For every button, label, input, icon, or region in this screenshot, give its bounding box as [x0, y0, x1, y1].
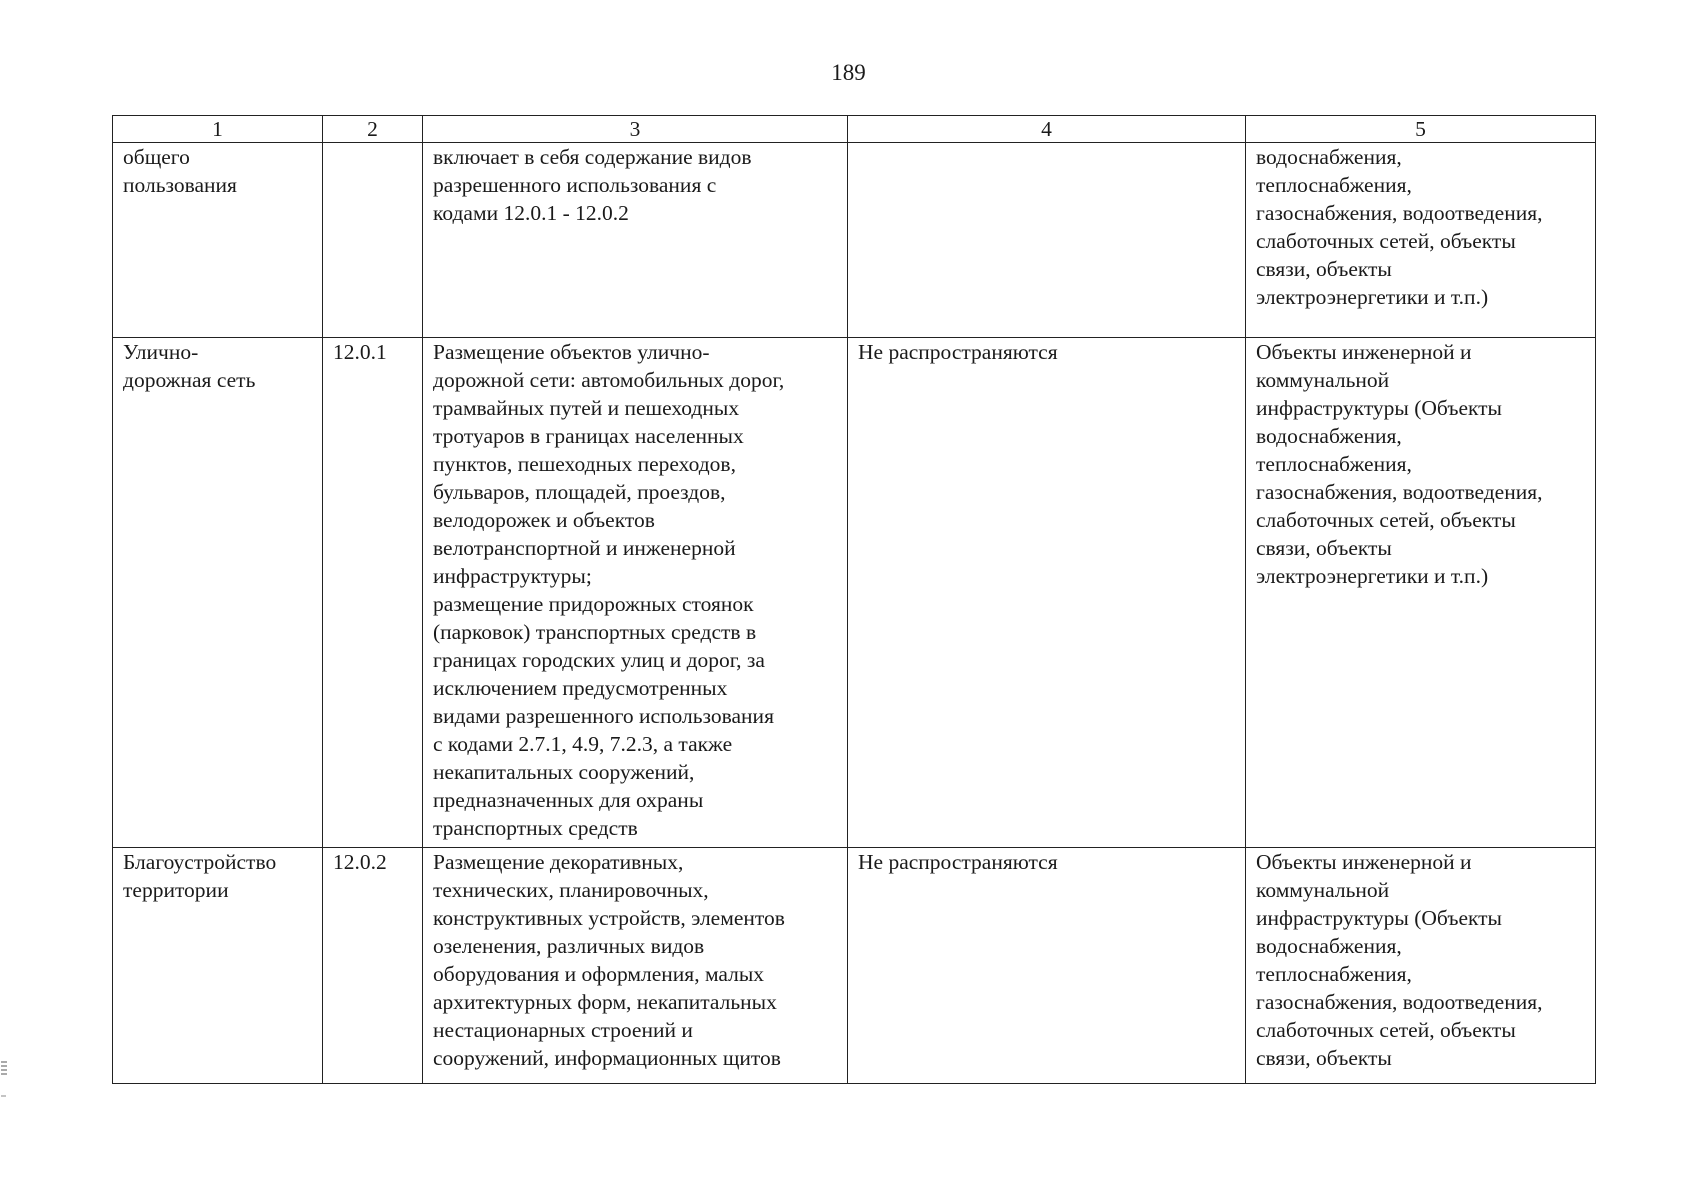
land-use-table: [112, 115, 1596, 1084]
column-header-2: 2: [323, 116, 423, 143]
use-description-cell: [423, 338, 848, 848]
table-row: [113, 143, 1596, 338]
use-description-cell: [423, 848, 848, 1084]
use-name-text: Благоустройство территории: [123, 850, 277, 902]
use-code-cell: [323, 143, 423, 338]
page-number: 189: [831, 60, 866, 85]
column-header-3: 3: [423, 116, 848, 143]
use-code-cell: [323, 338, 423, 848]
use-name-cell: [113, 848, 323, 1084]
column-header-5: 5: [1246, 116, 1596, 143]
scan-edge-marks: [0, 1060, 10, 1100]
use-name-text: общего пользования: [123, 145, 237, 197]
use-params-text: Не распространяются: [858, 850, 1058, 874]
column-header-4: 4: [848, 116, 1246, 143]
use-params-text: Не распространяются: [858, 340, 1058, 364]
use-name-cell: [113, 338, 323, 848]
use-params-cell: [848, 338, 1246, 848]
use-auxiliary-text: Объекты инженерной и коммунальной инфраструктуры (Объекты водоснабжения, теплоснабжения, газоснабжения, водоотведения, слаботочных сетей, объекты связи, объекты электроэнергетики и т.п.): [1256, 340, 1543, 588]
use-code-text: 12.0.1: [333, 340, 387, 364]
table-row: [113, 848, 1596, 1084]
use-auxiliary-text: Объекты инженерной и коммунальной инфраструктуры (Объекты водоснабжения, теплоснабжения, газоснабжения, водоотведения, слаботочных сетей, объекты связи, объекты: [1256, 850, 1543, 1070]
use-description-cell: [423, 143, 848, 338]
table-row: [113, 338, 1596, 848]
use-code-text: 12.0.2: [333, 850, 387, 874]
use-name-cell: [113, 143, 323, 338]
use-name-text: Улично- дорожная сеть: [123, 340, 256, 392]
use-code-cell: [323, 848, 423, 1084]
column-header-1: 1: [113, 116, 323, 143]
table-header-row: [113, 116, 1596, 143]
use-description-text: Размещение объектов улично- дорожной сети: автомобильных дорог, трамвайных путей и пешеходных тротуаров в границах населенных пунктов, пешеходных переходов, бульваров, площадей, проездов, велодорожек и объектов велотранспортной и инженерной инфраструктуры; размещение придорожных стоянок (парковок) транспортных средств в границах городских улиц и дорог, за исключением предусмотренных видами разрешенного использования с кодами 2.7.1, 4.9, 7.2.3, а также некапитальных сооружений, предназначенных для охраны транспортных средств: [433, 340, 785, 840]
use-auxiliary-cell: [1246, 338, 1596, 848]
use-description-text: Размещение декоративных, технических, планировочных, конструктивных устройств, элементов озеленения, различных видов оборудования и оформления, малых архитектурных форм, некапитальных нестационарных строений и сооружений, информационных щитов: [433, 850, 785, 1070]
use-description-text: включает в себя содержание видов разрешенного использования с кодами 12.0.1 - 12.0.2: [433, 145, 752, 225]
use-auxiliary-text: водоснабжения, теплоснабжения, газоснабжения, водоотведения, слаботочных сетей, объекты связи, объекты электроэнергетики и т.п.): [1256, 145, 1543, 309]
use-auxiliary-cell: [1246, 143, 1596, 338]
use-params-cell: [848, 848, 1246, 1084]
use-auxiliary-cell: [1246, 848, 1596, 1084]
use-params-cell: [848, 143, 1246, 338]
